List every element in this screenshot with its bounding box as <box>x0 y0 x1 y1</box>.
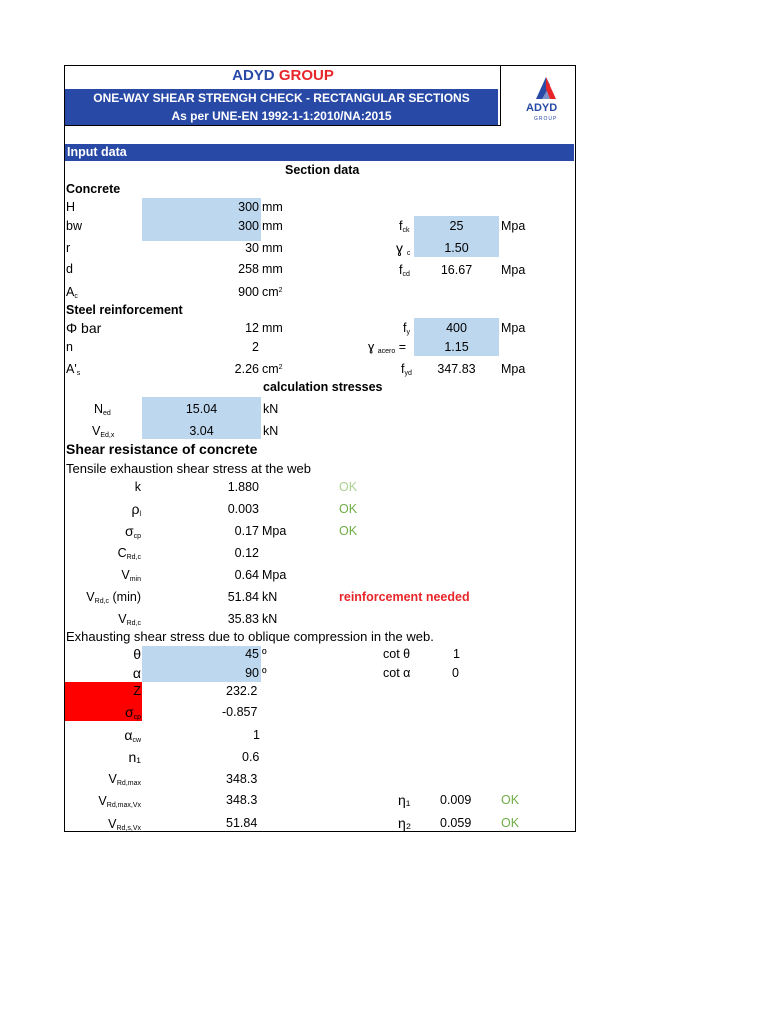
label-n: n <box>66 340 73 354</box>
label-eta1: η₁ <box>398 792 411 808</box>
value-Vmin: 0.64 <box>234 568 259 582</box>
unit-Ned: kN <box>263 402 279 416</box>
value-Ved[interactable]: 3.04 <box>189 424 214 438</box>
label-gamma-s: ɣ $_{acero}$ = <box>368 340 407 355</box>
calculation-sheet <box>64 65 576 832</box>
label-phi-bar: Φ bar <box>66 320 102 336</box>
label-rho: $\rho_l$ <box>131 501 141 518</box>
value-sigma-cp: 0.17 <box>234 524 259 538</box>
value-CRdc: 0.12 <box>234 546 259 560</box>
status-eta2: OK <box>501 816 520 830</box>
status-sigma-cp: OK <box>339 524 358 538</box>
header-title-block <box>65 66 501 126</box>
label-fcd: $f_{cd}$ <box>399 263 410 278</box>
unit-Ved: kN <box>263 424 279 438</box>
section-data-heading: Section data <box>285 163 360 177</box>
value-Ned[interactable]: 15.04 <box>185 402 218 416</box>
value-As: 2.26 <box>234 362 259 376</box>
label-VRdmaxVx: $V_{Rd,max,Vx}$ <box>98 794 141 809</box>
label-Z: Z <box>133 684 141 698</box>
label-gamma-c: ɣ $_c$ <box>396 240 411 257</box>
concrete-heading: Concrete <box>66 182 121 196</box>
tensile-heading: Tensile exhaustion shear stress at the web <box>66 461 311 476</box>
value-VRdsVx: 51.84 <box>226 816 258 830</box>
label-VRdsVx: $V_{Rd,s,Vx}$ <box>108 817 141 832</box>
shear-heading: Shear resistance of concrete <box>66 441 258 457</box>
value-cot-theta: 1 <box>453 647 460 661</box>
unit-fck: Mpa <box>501 219 526 233</box>
subtitle-line2: As per UNE-EN 1992-1-1:2010/NA:2015 <box>171 109 392 123</box>
label-k: k <box>134 480 141 494</box>
label-Ac: $A_c$ <box>66 285 78 300</box>
value-eta1: 0.009 <box>440 793 472 807</box>
value-H[interactable]: 300 <box>238 200 259 214</box>
unit-As: $cm^2$ <box>262 362 283 376</box>
value-eta2: 0.059 <box>440 816 472 830</box>
unit-d: mm <box>262 262 283 276</box>
value-sigma-cp-2: -0.857 <box>222 705 258 719</box>
header-band <box>65 89 498 125</box>
input-data-bar: Input data <box>65 144 574 161</box>
value-n: 2 <box>252 340 259 354</box>
logo-subtext: GROUP <box>534 116 558 122</box>
value-VRdmaxVx: 348.3 <box>226 793 258 807</box>
label-VRdmax: $V_{Rd,max}$ <box>108 772 141 787</box>
label-Vmin: $V_{min}$ <box>121 568 141 583</box>
value-fyd: 347.83 <box>437 362 476 376</box>
unit-VRdc: kN <box>262 612 278 626</box>
unit-H: mm <box>262 200 283 214</box>
label-alpha-cw: $\alpha_{cw}$ <box>124 727 141 744</box>
unit-fyd: Mpa <box>501 362 526 376</box>
unit-VRdc-min: kN <box>262 590 278 604</box>
subtitle-line1: ONE-WAY SHEAR STRENGH CHECK - RECTANGULAR SECTIONS <box>93 91 470 105</box>
value-VRdc-min: 51.84 <box>227 590 259 604</box>
label-H: H <box>66 200 76 214</box>
label-theta: θ <box>133 646 141 662</box>
label-fck: $f_{ck}$ <box>399 219 410 234</box>
label-sigma-cp-2: $\sigma_{cp}$ <box>124 704 141 721</box>
brand-part2: GROUP <box>278 67 334 84</box>
value-fy[interactable]: 400 <box>446 321 467 335</box>
unit-alpha: º <box>262 666 267 680</box>
unit-Vmin: Mpa <box>262 568 287 582</box>
value-alpha-cw: 1 <box>253 728 260 742</box>
calc-stresses-heading: calculation stresses <box>263 380 383 394</box>
label-cot-alpha: cot α <box>383 666 411 680</box>
value-r[interactable]: 30 <box>245 241 259 255</box>
unit-sigma-cp: Mpa <box>262 524 287 538</box>
label-d: d <box>66 262 73 276</box>
label-r: r <box>66 241 71 255</box>
value-fcd: 16.67 <box>440 263 473 277</box>
value-cot-alpha: 0 <box>452 666 459 680</box>
label-alpha: α <box>132 665 141 681</box>
label-fyd: $f_{yd}$ <box>401 362 412 377</box>
unit-bw: mm <box>262 219 283 233</box>
steel-heading: Steel reinforcement <box>66 303 183 317</box>
adyd-logo <box>520 71 570 127</box>
unit-Ac: $cm^2$ <box>262 285 283 299</box>
value-bw[interactable]: 300 <box>238 219 259 233</box>
value-theta[interactable]: 45 <box>245 647 259 661</box>
label-CRdc: $C_{Rd,c}$ <box>117 546 141 561</box>
label-Ned: $N_{ed}$ <box>94 402 111 417</box>
unit-phi-bar: mm <box>262 321 283 335</box>
unit-fcd: Mpa <box>501 263 526 277</box>
label-sigma-cp: $\sigma_{cp}$ <box>124 523 141 540</box>
brand-part1: ADYD <box>232 67 275 84</box>
value-Z: 232.2 <box>226 684 258 698</box>
unit-r: mm <box>262 241 283 255</box>
status-eta1: OK <box>501 793 520 807</box>
value-alpha[interactable]: 90 <box>245 666 259 680</box>
value-rho: 0.003 <box>227 502 259 516</box>
label-n1: n₁ <box>128 749 141 765</box>
label-fy: $f_y$ <box>403 321 410 336</box>
brand-title <box>65 67 501 84</box>
value-gamma-c[interactable]: 1.50 <box>444 241 469 255</box>
value-n1: 0.6 <box>242 750 260 764</box>
status-reinforcement-needed: reinforcement needed <box>339 590 470 604</box>
value-gamma-s[interactable]: 1.15 <box>444 340 469 354</box>
unit-fy: Mpa <box>501 321 526 335</box>
label-Ved: $V_{Ed,x}$ <box>92 424 115 439</box>
value-fck[interactable]: 25 <box>449 219 464 233</box>
value-phi-bar: 12 <box>245 321 259 335</box>
value-d: 258 <box>238 262 259 276</box>
label-As: $A'_s$ <box>66 362 81 377</box>
label-eta2: η₂ <box>398 815 412 831</box>
value-VRdmax: 348.3 <box>226 772 258 786</box>
value-VRdc: 35.83 <box>227 612 259 626</box>
logo-text: ADYD <box>526 102 558 114</box>
status-rho: OK <box>339 502 358 516</box>
label-VRdc-min: $V_{Rd,c}$ (min) <box>86 590 141 605</box>
status-k: OK <box>339 480 358 494</box>
value-k: 1.880 <box>227 480 259 494</box>
unit-theta: º <box>262 647 267 661</box>
oblique-heading: Exhausting shear stress due to oblique compression in the web. <box>66 629 434 644</box>
label-bw: bw <box>66 219 82 233</box>
label-cot-theta: cot θ <box>383 647 411 661</box>
value-Ac: 900 <box>238 285 259 299</box>
label-VRdc: $V_{Rd,c}$ <box>118 612 141 627</box>
